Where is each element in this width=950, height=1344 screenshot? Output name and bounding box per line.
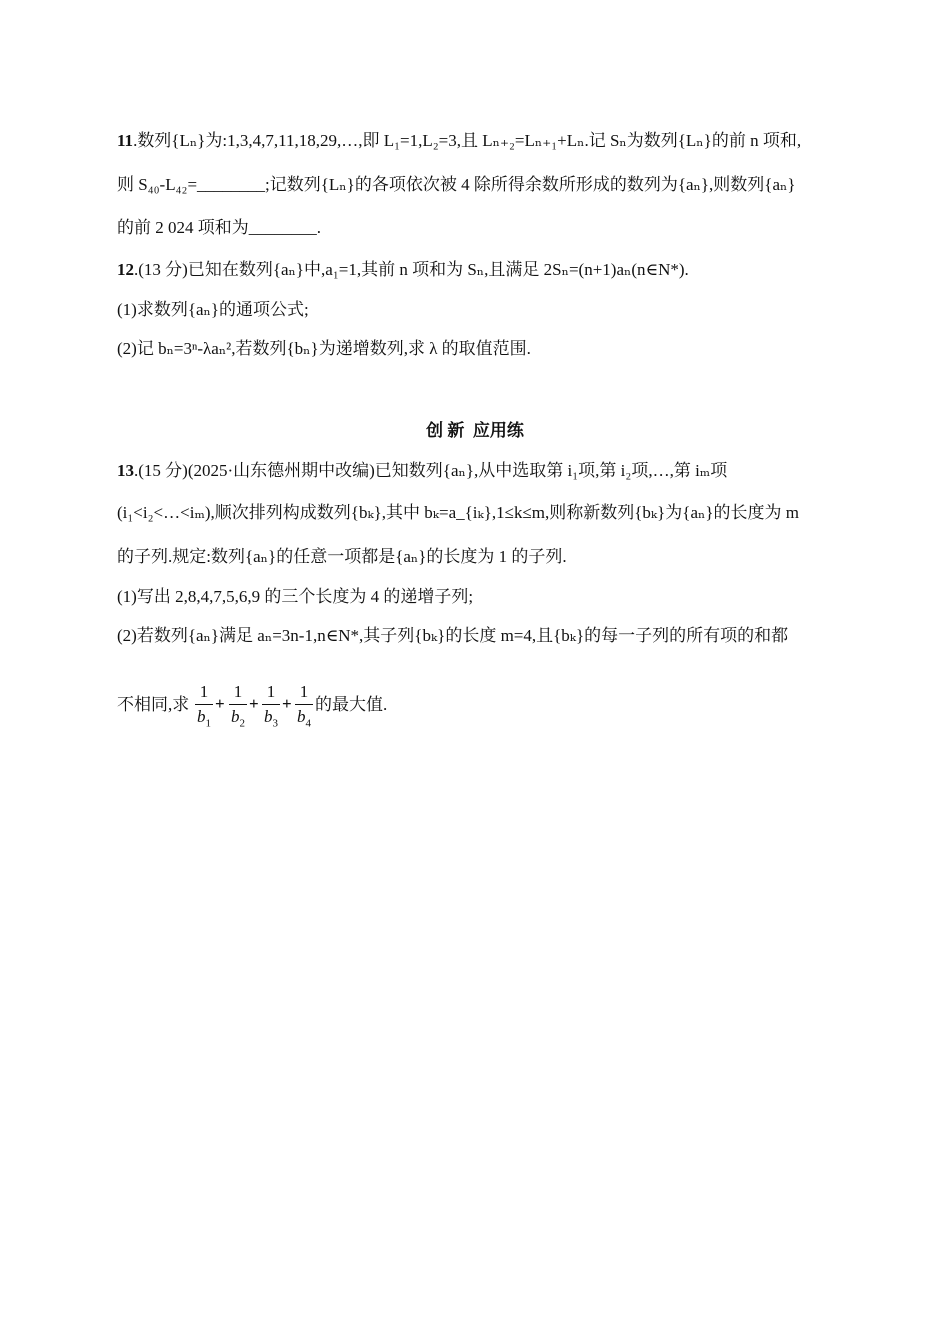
problem-13-text: .(15 分)(2025·山东德州期中改编)已知数列{aₙ},从中选取第 i₁项,第 i₂项,…,第 iₘ项 (134, 461, 728, 480)
plus-sign-2: + (249, 694, 259, 713)
section-heading: 创 新 应用练 (426, 421, 524, 440)
fraction-4-numerator: 1 (299, 682, 309, 701)
fraction-1-denominator: $b_1$ (197, 707, 211, 730)
problem-11-line-1 (117, 130, 837, 152)
problem-13-part-1: (1)写出 2,8,4,7,5,6,9 的三个长度为 4 的递增子列; (117, 587, 474, 606)
fraction-2-bar (229, 704, 247, 705)
final-line-prefix: 不相同,求 (117, 695, 190, 714)
problem-11-line-3: 的前 2 024 项和为________. (117, 218, 321, 237)
final-line-suffix: 的最大值. (315, 695, 388, 714)
fraction-4-denominator: $b_4$ (297, 707, 311, 730)
fraction-4-bar (295, 704, 313, 705)
plus-sign-1: + (215, 694, 225, 713)
fraction-1-bar (195, 704, 213, 705)
problem-12-text: .(13 分)已知在数列{aₙ}中,a₁=1,其前 n 项和为 Sₙ,且满足 2Sₙ=(n+1)aₙ(n∈N*). (134, 260, 689, 279)
problem-13-line-3: 的子列.规定:数列{aₙ}的任意一项都是{aₙ}的长度为 1 的子列. (117, 547, 567, 566)
fraction-3-denominator: $b_3$ (264, 707, 278, 730)
problem-11-number: 11 (117, 131, 134, 150)
problem-13-line-2: (i₁<i₂<…<iₘ),顺次排列构成数列{bₖ},其中 bₖ=a_{iₖ},1≤k≤m,则称新数列{bₖ}为{aₙ}的长度为 m (117, 503, 799, 522)
problem-12-part-2: (2)记 bₙ=3ⁿ-λaₙ²,若数列{bₙ}为递增数列,求 λ 的取值范围. (117, 339, 531, 358)
fraction-2-numerator: 1 (233, 682, 243, 701)
problem-12-line-1 (117, 259, 837, 281)
fraction-3-bar (262, 704, 280, 705)
problem-12-number: 12 (117, 260, 134, 279)
problem-11-text: .数列{Lₙ}为:1,3,4,7,11,18,29,…,即 L₁=1,L₂=3,且 Lₙ₊₂=Lₙ₊₁+Lₙ.记 Sₙ为数列{Lₙ}的前 n 项和, (133, 131, 802, 150)
problem-12-part-1: (1)求数列{aₙ}的通项公式; (117, 300, 309, 319)
problem-13-line-1 (117, 460, 837, 482)
problem-13-number: 13 (117, 461, 134, 480)
plus-sign-3: + (282, 694, 292, 713)
problem-13-part-2: (2)若数列{aₙ}满足 aₙ=3n-1,n∈N*,其子列{bₖ}的长度 m=4,且{bₖ}的每一子列的所有项的和都 (117, 626, 789, 645)
fraction-2-denominator: $b_2$ (231, 707, 245, 730)
fraction-1-numerator: 1 (199, 682, 209, 701)
fraction-3-numerator: 1 (266, 682, 276, 701)
problem-11-line-2: 则 S₄₀-L₄₂=________;记数列{Lₙ}的各项依次被 4 除所得余数所形成的数列为{aₙ},则数列{aₙ} (117, 175, 796, 194)
